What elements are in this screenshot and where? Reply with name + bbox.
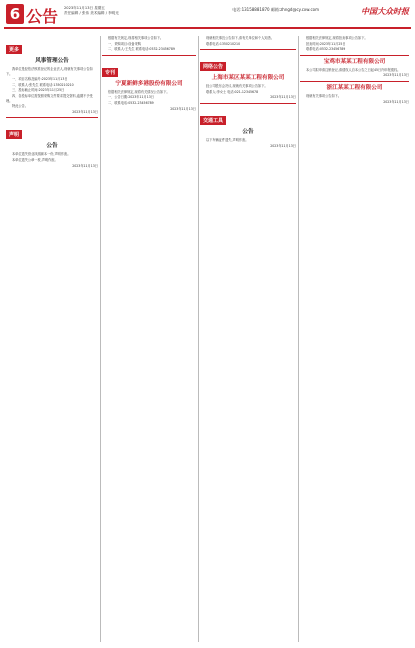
notice-signature: 2023年11月13日 (72, 163, 98, 168)
notice-signature: 2023年11月13日 (383, 73, 409, 78)
notice-paragraph: 一、公告日期:2023年11月13日 (108, 95, 154, 100)
notice-paragraph: 联系电话:0532-23456789 (306, 47, 346, 52)
notice-headline: 浙江某某工程有限公司 (326, 84, 383, 91)
hotline: 电话:13158881870 邮箱:zhngd@cy.cxw.com (232, 7, 319, 12)
notice-headline: 上海市某区某某工程有限公司 (211, 75, 285, 82)
notice-paragraph: 本单位遗失公章一枚,声明作废。 (12, 157, 58, 162)
notice-paragraph: 联系电话:1350210210 (206, 41, 241, 46)
notice-signature: 2023年11月13日 (270, 143, 296, 148)
notice-paragraph: 联系人:李女士 电话:021-12345678 (206, 89, 259, 94)
notice-paragraph: 依据相关法律规定,现将有关情况公告如下。 (108, 89, 170, 94)
page-header (0, 0, 415, 30)
notice-headline: 宁夏新鲜多港股份有限公司 (115, 80, 183, 87)
notice-separator (300, 55, 409, 56)
notice-paragraph: 现就有关事项公告如下。 (306, 93, 342, 98)
editor-line: 责任编辑 / 张伟 美术编辑 / 李明光 (64, 11, 119, 15)
notice-paragraph: 本单位遗失营业执照副本一份,声明作废。 (12, 152, 71, 157)
notice-separator (102, 55, 196, 56)
notice-paragraph: 二、联系人:王先生 联系电话:0532-23456789 (108, 47, 175, 52)
notice-paragraph: 根据相关法律规定,现将拍卖事项公告如下。 (306, 36, 368, 40)
section-label: 交通工具 (200, 116, 226, 125)
section-label-row (102, 59, 196, 79)
notice-paragraph: 三、投标截止时间:2023年11月25日 (12, 88, 65, 93)
notice-paragraph: 一、采购项目:设备采购 (108, 41, 141, 46)
section-label-row (6, 36, 98, 56)
section-label: 网络公告 (200, 62, 226, 71)
issue-meta (64, 6, 119, 16)
section-label-row (200, 107, 296, 127)
section-label-row (200, 53, 296, 73)
notice-paragraph: 以下车辆证件遗失,声明作废。 (206, 137, 249, 142)
notice-separator (300, 81, 409, 82)
column-divider (198, 36, 199, 642)
column-3 (200, 36, 296, 642)
notice-signature: 2023年11月13日 (170, 106, 196, 111)
header-rule (4, 27, 411, 29)
issue-date: 2023年11月13日 星期五 (64, 6, 105, 10)
notice-headline: 宝鸡市某某工程有限公司 (323, 58, 386, 65)
column-2 (102, 36, 196, 642)
notice-headline: 公告 (242, 128, 254, 135)
notice-paragraph: 一、项目名称及编号:2023年11月13日 (12, 77, 68, 82)
notice-paragraph: 现就相关事宜公告如下,请有关单位和个人知悉。 (206, 36, 274, 40)
notice-headline: 风事管理公告 (35, 58, 69, 64)
notice-paragraph: 我单位是经依法核准登记的企业法人,现就有关事项公告如下。 (6, 67, 93, 76)
notice-paragraph: 经公司股东会决议,现就有关事项公告如下。 (206, 84, 268, 89)
notice-separator (200, 103, 296, 104)
section-title: 公告 (26, 7, 59, 26)
notice-paragraph: 本公司拟申请注销登记,请债权人自本公告之日起45日内申报债权。 (306, 67, 401, 72)
notice-paragraph: 根据有关规定,现将相关事项公告如下。 (108, 36, 164, 40)
column-divider (298, 36, 299, 642)
notice-paragraph: 二、联系人:张先生 联系电话:1350210210 (12, 82, 74, 87)
notice-separator (200, 49, 296, 50)
notice-paragraph: 二、联系电话:0532-23456789 (108, 100, 154, 105)
notice-paragraph: 四、各投标单位需按照采购文件要求提交资料,逾期不予受理。 (6, 93, 93, 103)
column-1 (6, 36, 98, 642)
section-label: 声明 (6, 130, 22, 139)
column-4 (300, 36, 409, 642)
section-label: 专刊 (102, 68, 118, 77)
notice-separator (6, 117, 98, 118)
notice-signature: 2023年11月13日 (72, 109, 98, 114)
brand-logo-text: 中国大众时报 (361, 6, 409, 16)
section-label-row (6, 121, 98, 141)
notice-signature: 2023年11月13日 (383, 99, 409, 104)
page-number: 6 (6, 4, 24, 24)
section-label: 更多 (6, 45, 22, 54)
column-divider (100, 36, 101, 642)
notice-paragraph: 拍卖时间:2023年11月25日 (306, 41, 346, 46)
notice-paragraph: 特此公告。 (12, 104, 28, 109)
notice-signature: 2023年11月13日 (270, 95, 296, 100)
notice-headline: 公告 (46, 143, 58, 150)
